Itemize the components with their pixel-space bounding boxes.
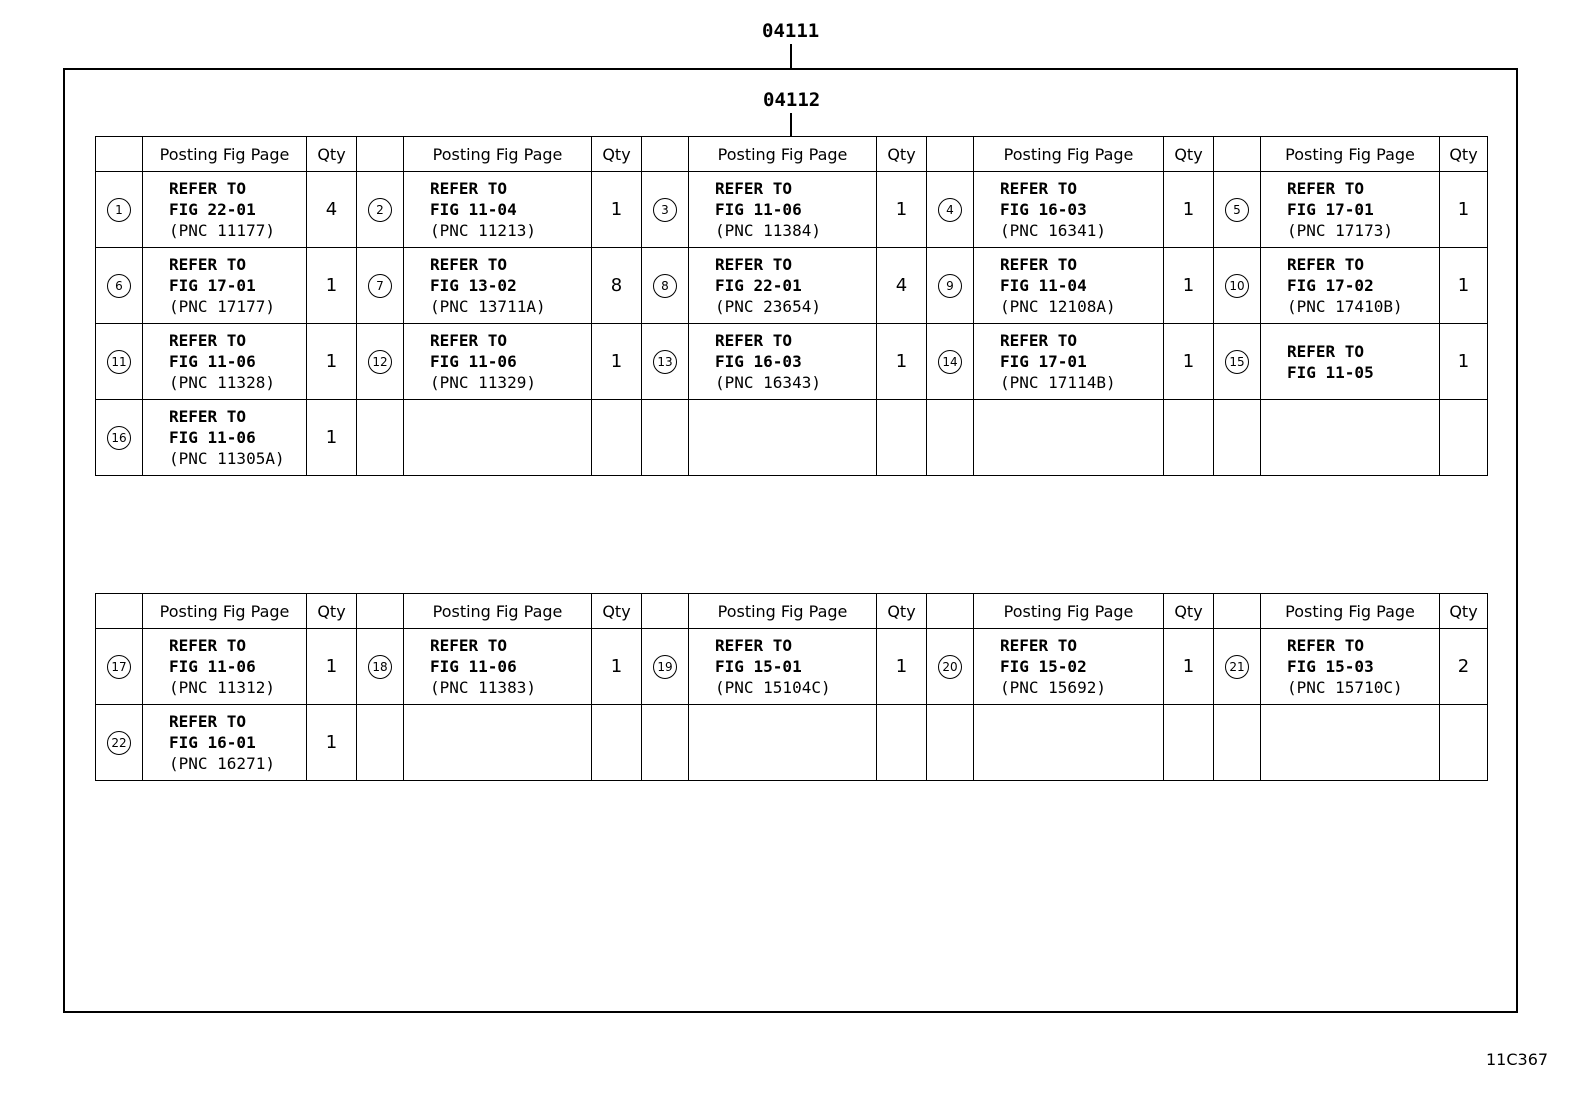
- header-posting-fig-page: Posting Fig Page: [404, 137, 592, 172]
- parts-reference-table-1: [95, 136, 1488, 476]
- qty-cell: 1: [307, 324, 357, 400]
- item-number-cell: [927, 400, 974, 476]
- item-number-cell: [96, 629, 143, 705]
- header-qty: Qty: [592, 137, 642, 172]
- pnc-code: (PNC 11177): [169, 221, 275, 240]
- refer-to-text: REFER TO: [1287, 179, 1365, 198]
- header-qty: Qty: [1164, 594, 1214, 629]
- pnc-code: (PNC 11384): [715, 221, 821, 240]
- pnc-code: (PNC 11305A): [169, 449, 285, 468]
- refer-to-text: REFER TO: [1287, 341, 1365, 361]
- pnc-code: (PNC 15710C): [1287, 678, 1403, 697]
- header-qty: Qty: [1164, 137, 1214, 172]
- item-number-cell: [927, 248, 974, 324]
- refer-to-text: REFER TO: [715, 331, 793, 350]
- refer-to-text: REFER TO: [430, 636, 508, 655]
- refer-to-text: REFER TO: [1000, 331, 1078, 350]
- qty-cell: 2: [1440, 629, 1488, 705]
- posting-ref-cell: [143, 629, 307, 705]
- qty-cell: 1: [877, 324, 927, 400]
- header-qty: Qty: [307, 594, 357, 629]
- qty-cell: 4: [877, 248, 927, 324]
- pnc-code: (PNC 17177): [169, 297, 275, 316]
- fig-reference: FIG 11-06: [169, 657, 256, 676]
- item-number-circle: 12: [368, 350, 392, 374]
- refer-to-text: REFER TO: [169, 636, 247, 655]
- fig-reference: FIG 11-04: [1000, 276, 1087, 295]
- fig-reference: FIG 11-06: [169, 428, 256, 447]
- qty-cell: 1: [1164, 324, 1214, 400]
- item-number-circle: 18: [368, 655, 392, 679]
- posting-ref-cell: [974, 705, 1164, 781]
- posting-ref-cell: [404, 172, 592, 248]
- item-number-cell: [642, 248, 689, 324]
- posting-ref-cell: [974, 629, 1164, 705]
- fig-reference: FIG 11-06: [430, 657, 517, 676]
- pnc-code: (PNC 11213): [430, 221, 536, 240]
- fig-reference: FIG 22-01: [169, 200, 256, 219]
- item-number-circle: 10: [1225, 274, 1249, 298]
- fig-reference: FIG 17-02: [1287, 276, 1374, 295]
- qty-cell: [1164, 400, 1214, 476]
- table-row: [96, 324, 1488, 400]
- header-index-blank: [642, 137, 689, 172]
- posting-ref-cell: [143, 324, 307, 400]
- table-row: [96, 705, 1488, 781]
- qty-cell: [1440, 400, 1488, 476]
- item-number-circle: 14: [938, 350, 962, 374]
- header-qty: Qty: [592, 594, 642, 629]
- fig-reference: FIG 16-03: [1000, 200, 1087, 219]
- qty-cell: [877, 705, 927, 781]
- qty-cell: 1: [1440, 248, 1488, 324]
- header-index-blank: [927, 137, 974, 172]
- posting-ref-cell: [1261, 400, 1440, 476]
- qty-cell: [592, 705, 642, 781]
- header-index-blank: [96, 137, 143, 172]
- item-number-cell: [927, 629, 974, 705]
- header-index-blank: [357, 594, 404, 629]
- qty-cell: 1: [307, 629, 357, 705]
- refer-to-text: REFER TO: [169, 179, 247, 198]
- item-number-cell: [96, 172, 143, 248]
- posting-ref-cell: [974, 400, 1164, 476]
- item-number-cell: [642, 705, 689, 781]
- item-number-circle: 4: [938, 198, 962, 222]
- pnc-code: (PNC 17114B): [1000, 373, 1116, 392]
- qty-cell: 4: [307, 172, 357, 248]
- refer-to-text: REFER TO: [169, 255, 247, 274]
- item-number-cell: [357, 248, 404, 324]
- pnc-code: (PNC 15104C): [715, 678, 831, 697]
- header-index-blank: [96, 594, 143, 629]
- qty-cell: 8: [592, 248, 642, 324]
- header-posting-fig-page: Posting Fig Page: [689, 137, 877, 172]
- item-number-cell: [1214, 172, 1261, 248]
- header-index-blank: [642, 594, 689, 629]
- qty-cell: 1: [877, 172, 927, 248]
- pnc-code: (PNC 13711A): [430, 297, 546, 316]
- item-number-cell: [927, 172, 974, 248]
- item-number-cell: [642, 172, 689, 248]
- posting-ref-cell: [143, 248, 307, 324]
- qty-cell: [877, 400, 927, 476]
- refer-to-text: REFER TO: [1287, 255, 1365, 274]
- qty-cell: 1: [592, 324, 642, 400]
- pnc-code: (PNC 11329): [430, 373, 536, 392]
- item-number-circle: 22: [107, 731, 131, 755]
- item-number-cell: [96, 248, 143, 324]
- inner-assembly-label: 04112: [763, 89, 821, 111]
- item-number-circle: 21: [1225, 655, 1249, 679]
- fig-reference: FIG 16-03: [715, 352, 802, 371]
- qty-cell: [592, 400, 642, 476]
- item-number-cell: [357, 705, 404, 781]
- header-posting-fig-page: Posting Fig Page: [689, 594, 877, 629]
- table-row: [96, 248, 1488, 324]
- item-number-circle: 19: [653, 655, 677, 679]
- item-number-cell: [1214, 400, 1261, 476]
- header-posting-fig-page: Posting Fig Page: [1261, 137, 1440, 172]
- posting-ref-cell: [974, 172, 1164, 248]
- table-row: [96, 629, 1488, 705]
- item-number-circle: 16: [107, 426, 131, 450]
- item-number-cell: [357, 172, 404, 248]
- pnc-code: (PNC 16341): [1000, 221, 1106, 240]
- fig-reference: FIG 22-01: [715, 276, 802, 295]
- item-number-cell: [927, 324, 974, 400]
- posting-ref-cell: [404, 248, 592, 324]
- item-number-cell: [96, 400, 143, 476]
- qty-cell: [1164, 705, 1214, 781]
- fig-reference: FIG 15-01: [715, 657, 802, 676]
- fig-reference: FIG 17-01: [169, 276, 256, 295]
- refer-to-text: REFER TO: [715, 255, 793, 274]
- fig-reference: FIG 15-02: [1000, 657, 1087, 676]
- inner-leader-line: [790, 113, 792, 136]
- item-number-circle: 7: [368, 274, 392, 298]
- header-posting-fig-page: Posting Fig Page: [143, 594, 307, 629]
- qty-cell: 1: [1164, 172, 1214, 248]
- refer-to-text: REFER TO: [1287, 636, 1365, 655]
- posting-ref-cell: [143, 172, 307, 248]
- posting-ref-cell: [1261, 324, 1440, 400]
- item-number-cell: [96, 705, 143, 781]
- pnc-code: (PNC 16271): [169, 754, 275, 773]
- item-number-circle: 15: [1225, 350, 1249, 374]
- fig-reference: FIG 17-01: [1000, 352, 1087, 371]
- outer-assembly-label: 04111: [762, 20, 820, 42]
- item-number-circle: 8: [653, 274, 677, 298]
- item-number-circle: 11: [107, 350, 131, 374]
- qty-cell: 1: [307, 248, 357, 324]
- header-qty: Qty: [1440, 137, 1488, 172]
- fig-reference: FIG 11-04: [430, 200, 517, 219]
- item-number-cell: [1214, 629, 1261, 705]
- item-number-cell: [357, 400, 404, 476]
- posting-ref-cell: [689, 172, 877, 248]
- item-number-cell: [357, 324, 404, 400]
- item-number-circle: 9: [938, 274, 962, 298]
- parts-reference-table-2: [95, 593, 1488, 781]
- qty-cell: 1: [307, 400, 357, 476]
- header-posting-fig-page: Posting Fig Page: [143, 137, 307, 172]
- posting-ref-cell: [974, 248, 1164, 324]
- item-number-circle: 2: [368, 198, 392, 222]
- qty-cell: 1: [592, 172, 642, 248]
- pnc-code: (PNC 11312): [169, 678, 275, 697]
- fig-reference: FIG 13-02: [430, 276, 517, 295]
- qty-cell: 1: [307, 705, 357, 781]
- posting-ref-cell: [1261, 705, 1440, 781]
- qty-cell: [1440, 705, 1488, 781]
- item-number-cell: [1214, 248, 1261, 324]
- header-posting-fig-page: Posting Fig Page: [1261, 594, 1440, 629]
- item-number-cell: [642, 324, 689, 400]
- header-row: [96, 137, 1488, 172]
- refer-to-text: REFER TO: [430, 255, 508, 274]
- fig-reference: FIG 17-01: [1287, 200, 1374, 219]
- item-number-cell: [1214, 324, 1261, 400]
- item-number-circle: 1: [107, 198, 131, 222]
- refer-to-text: REFER TO: [1000, 636, 1078, 655]
- posting-ref-cell: [974, 324, 1164, 400]
- posting-ref-cell: [404, 400, 592, 476]
- refer-to-text: REFER TO: [715, 636, 793, 655]
- posting-ref-cell: [404, 629, 592, 705]
- pnc-code: (PNC 12108A): [1000, 297, 1116, 316]
- qty-cell: 1: [1440, 172, 1488, 248]
- item-number-circle: 20: [938, 655, 962, 679]
- item-number-cell: [642, 400, 689, 476]
- posting-ref-cell: [143, 705, 307, 781]
- fig-reference: FIG 11-06: [430, 352, 517, 371]
- item-number-cell: [927, 705, 974, 781]
- qty-cell: 1: [1164, 629, 1214, 705]
- refer-to-text: REFER TO: [169, 712, 247, 731]
- item-number-circle: 13: [653, 350, 677, 374]
- posting-ref-cell: [689, 400, 877, 476]
- item-number-circle: 3: [653, 198, 677, 222]
- qty-cell: 1: [592, 629, 642, 705]
- fig-reference: FIG 11-06: [715, 200, 802, 219]
- header-qty: Qty: [307, 137, 357, 172]
- posting-ref-cell: [1261, 248, 1440, 324]
- header-posting-fig-page: Posting Fig Page: [974, 137, 1164, 172]
- header-index-blank: [927, 594, 974, 629]
- qty-cell: 1: [877, 629, 927, 705]
- refer-to-text: REFER TO: [430, 331, 508, 350]
- outer-leader-line: [790, 44, 792, 68]
- fig-reference: FIG 11-06: [169, 352, 256, 371]
- pnc-code: (PNC 15692): [1000, 678, 1106, 697]
- header-index-blank: [1214, 137, 1261, 172]
- item-number-cell: [96, 324, 143, 400]
- pnc-code: (PNC 23654): [715, 297, 821, 316]
- refer-to-text: REFER TO: [1000, 179, 1078, 198]
- refer-to-text: REFER TO: [430, 179, 508, 198]
- posting-ref-cell: [404, 324, 592, 400]
- item-number-circle: 6: [107, 274, 131, 298]
- refer-to-text: REFER TO: [169, 331, 247, 350]
- qty-cell: 1: [1164, 248, 1214, 324]
- item-number-cell: [357, 629, 404, 705]
- posting-ref-cell: [1261, 629, 1440, 705]
- posting-ref-cell: [689, 248, 877, 324]
- posting-ref-cell: [689, 705, 877, 781]
- pnc-code: (PNC 11328): [169, 373, 275, 392]
- header-qty: Qty: [1440, 594, 1488, 629]
- fig-reference: FIG 16-01: [169, 733, 256, 752]
- header-qty: Qty: [877, 137, 927, 172]
- item-number-cell: [642, 629, 689, 705]
- refer-to-text: REFER TO: [1000, 255, 1078, 274]
- qty-cell: 1: [1440, 324, 1488, 400]
- item-number-cell: [1214, 705, 1261, 781]
- table-row: [96, 172, 1488, 248]
- pnc-code: (PNC 11383): [430, 678, 536, 697]
- pnc-code: (PNC 16343): [715, 373, 821, 392]
- posting-ref-cell: [143, 400, 307, 476]
- header-index-blank: [1214, 594, 1261, 629]
- illustration-code: 11C367: [1486, 1050, 1549, 1069]
- posting-ref-cell: [404, 705, 592, 781]
- refer-to-text: REFER TO: [169, 407, 247, 426]
- fig-reference: FIG 11-05: [1287, 362, 1374, 382]
- posting-ref-cell: [689, 629, 877, 705]
- header-posting-fig-page: Posting Fig Page: [404, 594, 592, 629]
- header-posting-fig-page: Posting Fig Page: [974, 594, 1164, 629]
- item-number-circle: 5: [1225, 198, 1249, 222]
- posting-ref-cell: [689, 324, 877, 400]
- fig-reference: FIG 15-03: [1287, 657, 1374, 676]
- pnc-code: (PNC 17173): [1287, 221, 1393, 240]
- header-qty: Qty: [877, 594, 927, 629]
- header-index-blank: [357, 137, 404, 172]
- refer-to-text: REFER TO: [715, 179, 793, 198]
- pnc-code: (PNC 17410B): [1287, 297, 1403, 316]
- table-row: [96, 400, 1488, 476]
- posting-ref-cell: [1261, 172, 1440, 248]
- header-row: [96, 594, 1488, 629]
- item-number-circle: 17: [107, 655, 131, 679]
